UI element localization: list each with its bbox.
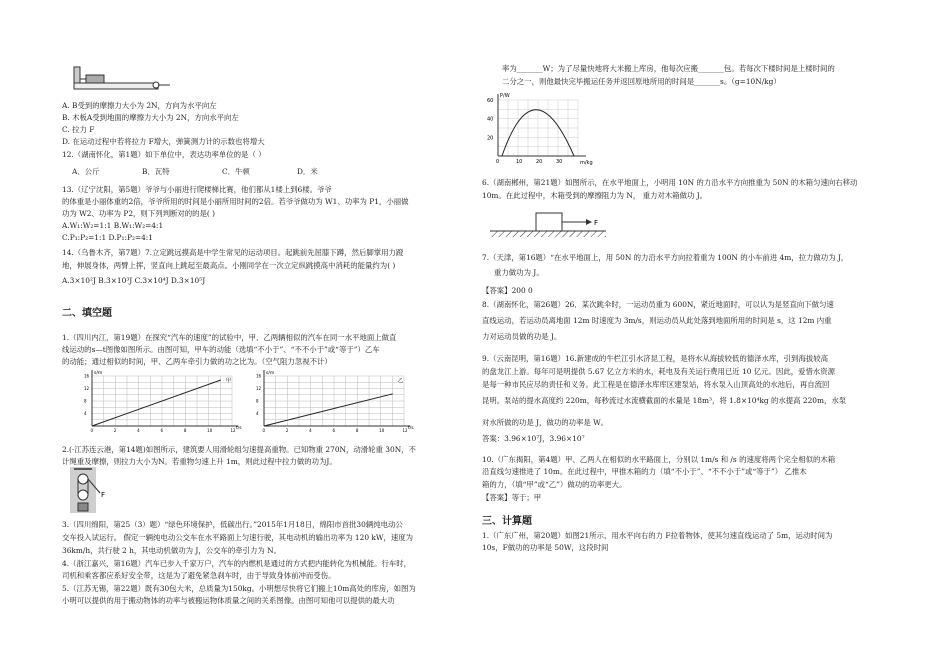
q11-option-c: C. 拉力 F <box>62 125 95 134</box>
st-graph <box>72 368 417 434</box>
x-tick-label: 0 <box>90 428 94 433</box>
f5-line: 小明可以提供的用于搬动物体的功率与被搬运物体质量之间的关系图像。由图可知他可以提供的最大功 <box>62 596 395 605</box>
y-tick-label: 4 <box>84 411 87 416</box>
f9-line: 9.（云南昆明，第16题）16.新建成的牛栏江引水济昆工程，是将水从海拔较低的德泽水库，引到海拔较高 <box>482 354 829 363</box>
x-tick-label: 10 <box>379 428 385 433</box>
f6-line: 6.（湖南郴州，第21题）如图所示，在水平地面上，小明用 10N 的力沿水平方向推重为 50N 的木箱匀速向右移动 <box>482 178 858 187</box>
pulley-figure <box>70 467 110 513</box>
f5-cont-line: 率为_______W；为了尽量快地将大米搬上库房，他每次应搬_______包。若每次下楼时间是上楼时间的 <box>502 64 835 73</box>
box-push-figure <box>490 203 610 241</box>
f7-line: 重力做功为 J。 <box>494 268 544 277</box>
f3-line: 36km/h，共行驶 2 h，其电动机做功为 J，公交车的牵引力为 N。 <box>62 546 282 555</box>
y-tick-label: 20 <box>487 135 494 142</box>
f10-line: 沿直线匀速推进了 10m。在此过程中，甲推木箱的力（填“不小于”、“不不小于”或“等于”） 乙推木 <box>482 467 807 476</box>
f9-line: 对水所做的功是 J，做功的功率是 W。 <box>482 418 609 427</box>
y-tick-label: 8 <box>256 398 259 404</box>
q13-line: 功为 W2、功率为 P2，则下列判断对的的是( ) <box>62 209 216 218</box>
friction-figure <box>72 63 172 96</box>
f9-line: 的盘龙江上游。每年可是明提供 5.67 亿立方米的水，耗电及有关运行费用已近 10 亿元。因此，爱惜水资源 <box>482 367 836 376</box>
x-tick-label: 10 <box>207 428 213 433</box>
x-tick-label: 12 <box>402 428 408 433</box>
q14-line: 地，伸展身体，两臂上挥，竖直向上跳起至最高点。小刚同学在一次立定纵跳摸高中消耗的能量约为( ) <box>62 261 396 270</box>
y-tick-label: 4 <box>256 411 259 416</box>
q14-line: 14.（乌鲁木齐，第7题）7.立定跳远摸高是中学生常见的运动项目。起跳前先屈膝下蹲，然后脚掌用力蹬 <box>62 248 404 257</box>
f6-line: 10m。在此过程中，木箱受到的摩擦阻力为 N， 重力对木箱做功 J。 <box>482 191 708 200</box>
f3-line: 交车投入试运行。 假定一辆纯电动公交车在水平路面上匀速行驶，其电动机的输出功率为 120 kW，速度为 <box>62 533 414 542</box>
power-mass-graph <box>482 90 602 165</box>
x-tick-label: 8 <box>355 428 359 433</box>
series-label: 甲 <box>226 378 232 384</box>
q12-option-a: A．公斤 <box>72 167 100 176</box>
q13-line: A.W₁:W₂=1:1 B.W₁:W₂=4:1 <box>62 221 164 230</box>
x-tick-label: 6 <box>332 428 336 433</box>
c1-line: 10s，F做功的功率是 50W，这段时间 <box>482 543 609 552</box>
pulley-force-label: F <box>101 491 106 499</box>
c1-line: 1.（广东广州，第20题）如图21所示，用水平向右的力 F拉着物体，使其匀速直线运动了 5m，运动时间为 <box>482 531 833 540</box>
q12-option-b: B．瓦特 <box>142 167 170 176</box>
y-tick-label: 16 <box>256 373 262 379</box>
f5-cont-line: 二分之一，则他最快完毕搬运任务并返回原地所用的时间是_______s。（g=10N/kg） <box>502 77 781 86</box>
q12-option-c: C．牛顿 <box>222 167 250 176</box>
f10-line: 10.（广东揭阳，第4题）甲、乙两人在相似的水平路面上，分别以 1m/s 和 /s 的速度将两个完全相似的木箱 <box>482 455 836 464</box>
q11-option-b: B. 木板A受到地面的摩擦力大小为 2N，方向水平向左 <box>62 113 239 122</box>
y-tick-label: 40 <box>487 116 494 123</box>
f7-answer: 【答案】200 0 <box>482 286 533 295</box>
f8-line: 力对运动员做的功是 J。 <box>482 332 562 341</box>
q12-option-d: D．米 <box>297 167 318 176</box>
q13-line: 13.（辽宁沈阳，第5题）爷爷与小丽进行爬楼梯比赛，他们都从1楼上到6楼。爷爷 <box>62 185 332 194</box>
y-axis-label: s/m <box>94 371 103 376</box>
series-label: 乙 <box>398 378 404 384</box>
f5-line: 5.（江苏无锡，第22题）既有30包大米，总质量为150kg。小明想尽快将它们搬上10m高处的库房，如图为 <box>62 584 416 593</box>
section-calc-title: 三、计算题 <box>482 516 532 527</box>
f3-line: 3.（四川绵阳，第25（3）题）“绿色环境保护，低碳出行。”2015年1月18日，绵阳市首批30辆纯电动公 <box>62 520 403 529</box>
y-tick-label: 12 <box>256 386 262 391</box>
y-tick-label: 16 <box>84 373 90 379</box>
x-axis-label: t/s <box>236 426 242 431</box>
x-tick-label: 2 <box>113 428 117 433</box>
f1-line: 1.（四川内江，第19题）在探究“汽车的速度”的试验中，甲、乙两辆相似的汽车在同一水平地面上做直 <box>62 333 397 342</box>
x-tick-label: 20 <box>536 159 543 165</box>
q13-line: 的体重是小丽体重的2倍，爷爷所用的时间是小丽所用时间的2倍。若爷爷做功为 W1、功率为 P1，小丽做 <box>62 197 409 206</box>
f1-line: 的动能；通过相似的时间，甲、乙两车牵引力做的功之比为。（空气阻力忽视不计） <box>62 357 332 366</box>
x-tick-label: 6 <box>160 428 164 433</box>
f9-answer: 答案：3.96×10⁷J，3.96×10⁷ <box>482 434 585 443</box>
box-force-label: F <box>594 219 599 227</box>
x-tick-label: 2 <box>285 428 289 433</box>
y-axis-label: P/W <box>500 93 510 99</box>
f8-line: 直线运动，若运动员离地面 12m 时速度为 3m/s，则运动员从此处落到地面所用的时间是 s，这 12m 内重 <box>482 316 832 325</box>
f9-line: 是每一种市民应尽的责任和义务。此工程是在德泽水库库区建泵站，将水泵入山顶高处的水池后，再自流回 <box>482 380 830 389</box>
f4-line: 司机和乘客都应系好安全带，这是为了避免紧急刹车时，由于导致身体前冲而受伤。 <box>62 571 336 580</box>
f10-line: 箱的力，（填“甲”或“乙”）做功的功率更大。 <box>482 480 627 489</box>
f7-line: 7.（天津，第16题）“在水平地面上，用 50N 的力沿水平方向拉着重为 100N 的小车前进 4m，拉力做功为 J， <box>482 253 849 262</box>
x-tick-label: 0 <box>262 428 266 433</box>
x-tick-label: 12 <box>230 428 236 433</box>
section-fill-in-title: 二、填空题 <box>62 308 112 319</box>
x-tick-label: 0 <box>496 159 500 165</box>
f9-line: 昆明。泵站的提水高度约 220m，每秒流过水流横截面的水量是 18m³，将 1.8×10⁴kg 的水提高 220m，水泵 <box>482 396 847 405</box>
q11-option-a: A. B受到的摩擦力大小为 2N，方向为水平向左 <box>62 101 217 110</box>
q13-line: C.P₁:P₂=1:1 D.P₁:P₂=4:1 <box>62 233 153 242</box>
series-line <box>264 394 393 426</box>
x-axis-label: t/s <box>408 426 414 431</box>
f10-answer: 【答案】等于；甲 <box>482 493 542 502</box>
q12-stem: 12.（湖南怀化，第1题）如下单位中，表达功率单位的是（ ） <box>62 150 266 159</box>
y-tick-label: 8 <box>84 398 87 404</box>
x-tick-label: 30 <box>556 159 563 165</box>
x-tick-label: 4 <box>309 428 312 433</box>
x-tick-label: 8 <box>183 428 187 433</box>
f2-line: 2.(·江苏连云港，第14题)如图所示，建筑要人用滑轮组匀速提高重物。已知物重 270N，动滑轮重 30N，不 <box>62 445 416 454</box>
x-tick-label: 4 <box>137 428 140 433</box>
y-tick-label: 12 <box>84 386 90 391</box>
y-axis-label: s/m <box>266 371 275 376</box>
q14-line: A.3×10²J B.3×10³J C.3×10⁴J D.3×10⁵J <box>62 276 206 285</box>
f4-line: 4.（浙江嘉兴，第16题）汽车已步入千家万户，汽车的内燃机是通过的方式把内能转化为机械能。行车时， <box>62 559 412 568</box>
q11-option-d: D. 在运动过程中若将拉力 F增大，弹簧测力计的示数也将增大 <box>62 137 265 146</box>
y-tick-label: 60 <box>487 98 494 104</box>
x-axis-label: m/kg <box>580 160 593 165</box>
f8-line: 8.（湖南怀化，第26题）26．某次跳伞时，一运动员重为 600N，紧近地面时，可以认为是竖直向下做匀速 <box>482 300 834 309</box>
x-tick-label: 10 <box>516 159 523 165</box>
series-line <box>92 380 221 426</box>
f2-line: 计绳重及摩擦，则拉力大小为N。若重物匀速上升 1m，则此过程中拉力做的功为J。 <box>62 457 337 466</box>
f1-line: 线运动的s—t图像如图所示。由图可知，甲车的动能（选填“不小于”、“不不小于”或“等于”）乙车 <box>62 345 380 354</box>
